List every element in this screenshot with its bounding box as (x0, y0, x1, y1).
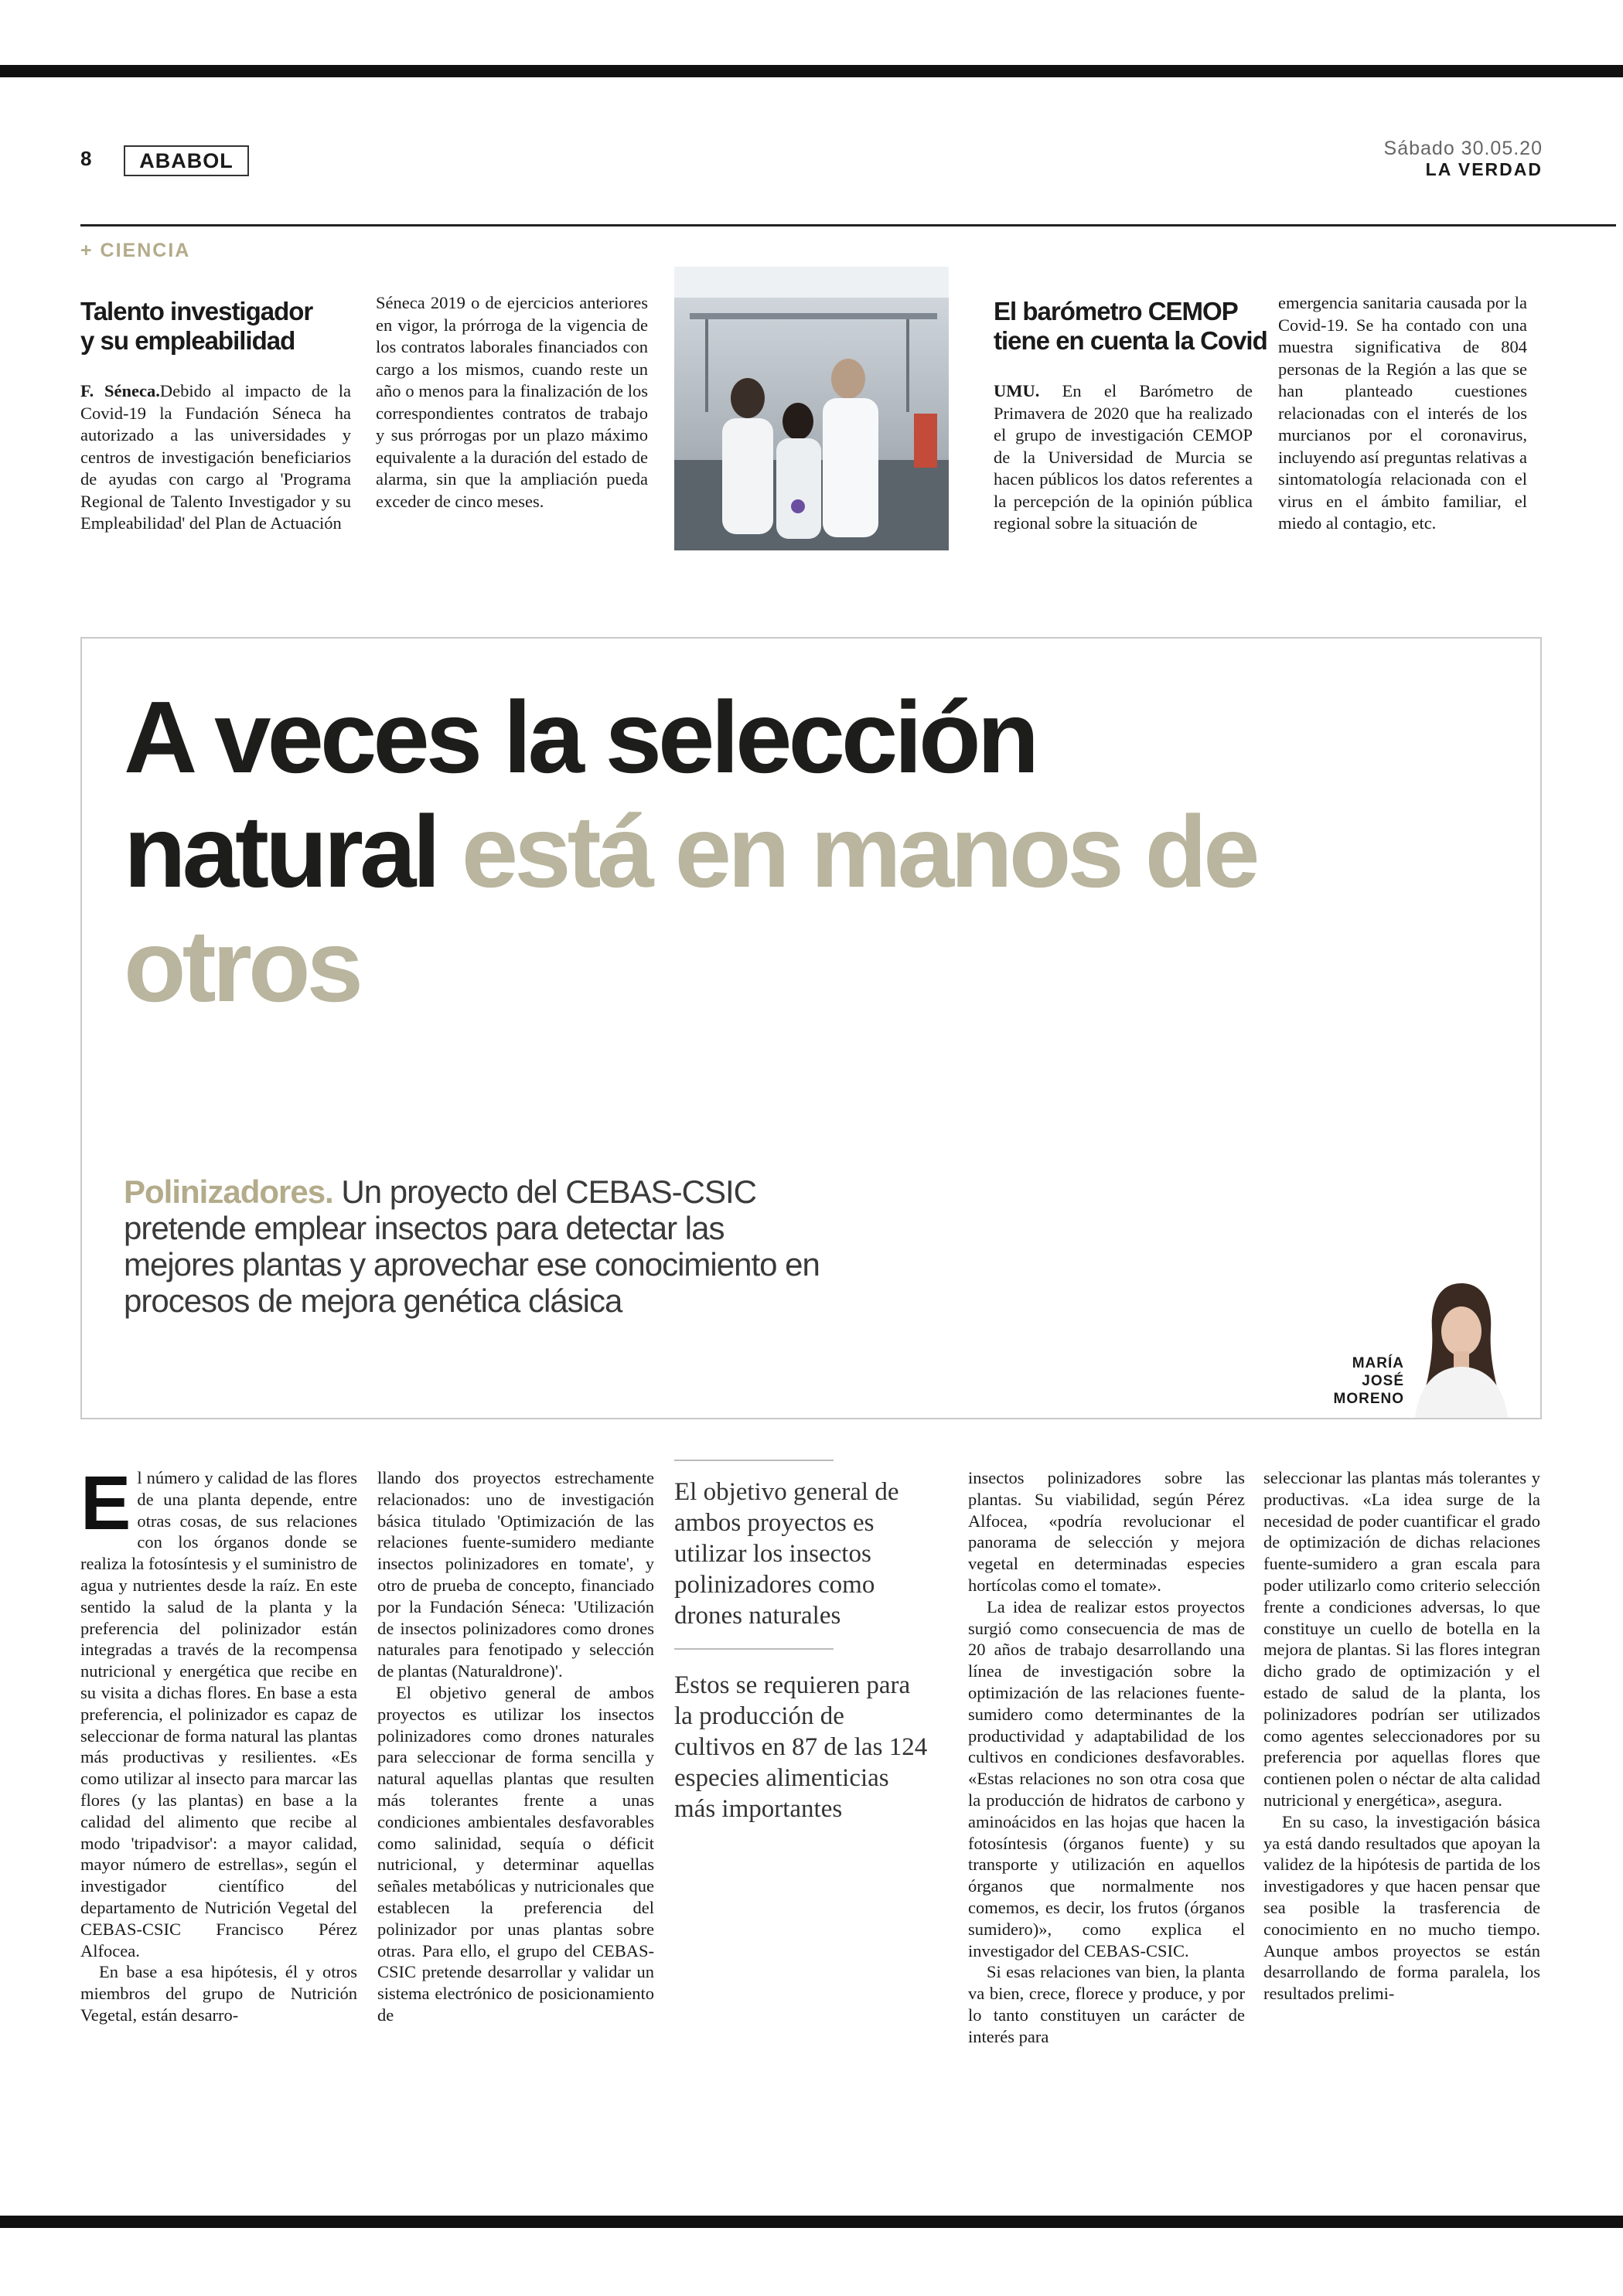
pull-quote-rule (674, 1460, 834, 1461)
paragraph: Si esas relaciones van bien, la planta va bien, crece, florece y produce, y por lo tanto constituyen un carácter de interés para (968, 1962, 1245, 2046)
author-name-2: JOSÉ (1362, 1373, 1404, 1389)
brief-lead: F. Séneca. (80, 381, 160, 400)
top-border (0, 65, 1623, 77)
paragraph: El objetivo general de ambos proyectos es utilizar los insectos polinizadores como drones naturales para seleccionar de forma sencilla y natural aquellas plantas que resulten más tolerantes frente a unas condiciones ambientales desfavorables como salinidad, sequía o déficit nutricional, y determinar aquellas señales metabólicas y nutricionales que establecen la preferencia del polinizador por unas plantas sobre otras. Para ello, el grupo del CEBAS-CSIC pretende desarrollar y validar un sistema electrónico de posicionamiento de (377, 1682, 654, 2025)
paragraph: insectos polinizadores sobre las plantas. Su viabilidad, según Pérez Alfocea, «podría revolucionar el panorama de selección y mejora vegetal en determinadas especies hortícolas como el tomate». (968, 1468, 1245, 1595)
pull-quote: Estos se requieren para la producción de cultivos en 87 de las 124 especies alimenticias más importantes (674, 1671, 928, 1823)
brief-text-continued: Séneca 2019 o de ejercicios anteriores en vigor, la prórroga de la vigencia de los contratos laborales financiados con cargo a los mismos, cuando reste un año o menos para la finalización de los correspondientes contratos de trabajo y sus prórrogas por un plazo máximo equivalente a la duración del estado de alarma, sin que la ampliación pueda exceder de cinco meses. (376, 293, 648, 511)
brief-title: El barómetro CEMOP tiene en cuenta la Covid (994, 297, 1267, 355)
header-rule (80, 224, 1616, 227)
page-number: 8 (80, 147, 92, 170)
brief-lead: UMU. (994, 381, 1040, 400)
section-label: + CIENCIA (80, 240, 191, 261)
paragraph: llando dos proyectos estrechamente relacionados: uno de investigación básica titulado 'Optimización de las relaciones fuente-sumidero mediante insectos polinizadores en tomate', y otro de prueba de concepto, financiado por la Fundación Séneca: 'Utilización de insectos polinizadores como drones naturales para fenotipado y selección de plantas (Naturaldrone)'. (377, 1468, 654, 1681)
author-photo (1400, 1268, 1523, 1418)
headline-dark: A veces la selección natural (124, 680, 1036, 908)
article-column-1 (80, 1460, 357, 2026)
subhead (124, 1174, 835, 1319)
bottom-border (0, 2216, 1623, 2228)
lab-photo (674, 267, 949, 550)
subhead-text: Un proyecto del CEBAS-CSIC pretende emplear insectos para detectar las mejores plantas y aprovechar ese conocimiento en procesos de mejora genética clásica (124, 1174, 820, 1319)
drop-cap: E (80, 1460, 131, 1545)
brief-body: Debido al impacto de la Covid-19 la Fundación Séneca ha autorizado a las universidades y centros de investigación beneficiarios de ayudas con cargo al 'Programa Regional de Talento Investigador y su Empleabilidad' del Plan de Actuación (80, 381, 351, 533)
author-name-1: MARÍA (1352, 1355, 1404, 1371)
author-name-3: MORENO (1333, 1391, 1404, 1407)
brief-text (994, 380, 1253, 535)
article-column-5 (1263, 1467, 1540, 2005)
article-column-4 (968, 1467, 1245, 2048)
newspaper-name: LA VERDAD (1425, 159, 1543, 179)
section-tag: ABABOL (124, 145, 249, 176)
headline (124, 680, 1284, 1024)
issue-date: Sábado 30.05.20 (1383, 138, 1543, 159)
pull-quote: El objetivo general de ambos proyectos es utilizar los insectos polinizadores como drones naturales (674, 1478, 899, 1630)
brief-text (80, 380, 351, 535)
brief-text-continued: emergencia sanitaria causada por la Covid-19. Se ha contado con una muestra significativa de 804 personas de la Región a las que se han planteado cuestiones relacionadas con el interés de los murcianos por el coronavirus, incluyendo así preguntas relativas a sintomatología relacionada con el virus en el ámbito familiar, el miedo al contagio, etc. (1278, 293, 1527, 533)
paragraph: En su caso, la investigación básica ya está dando resultados que apoyan la validez de la hipótesis de partida de los investigadores y que hacen pensar que sea posible la trasferencia de conocimiento en no mucho tiempo. Aunque ambos proyectos se están desarrollando de forma paralela, los resultados prelimi- (1263, 1811, 1540, 2004)
pull-quote-rule (674, 1648, 834, 1650)
paragraph: l número y calidad de las flores de una planta depende, entre otras cosas, de sus relaciones con los órganos donde se realiza la fotosíntesis y el suministro de agua y nutrientes desde la raíz. En este sentido la salud de la planta y la preferencia del polinizador están integradas a través de la recompensa nutricional y energética que recibe en su visita a dichas flores. En base a esta preferencia, el polinizador es capaz de seleccionar de forma natural las plantas más productivas y resilientes. «Es como utilizar al insecto para marcar las flores (y las plantas) en base a la calidad del alimento que recibe al modo 'tripadvisor': a mayor calidad, mayor número de estrellas», según el investigador científico del departamento de Nutrición Vegetal del CEBAS-CSIC Francisco Pérez Alfocea. (80, 1468, 357, 1960)
brief-body: En el Barómetro de Primavera de 2020 que ha realizado el grupo de investigación CEMOP de la Universidad de Murcia se hacen públicos los datos referentes a la percepción de la opinión pública regional sobre la situación de (994, 381, 1253, 533)
kicker: Polinizadores. (124, 1174, 333, 1210)
author-byline (1284, 1354, 1404, 1408)
headline-accent: está en manos de otros (124, 795, 1256, 1023)
paragraph: En base a esa hipótesis, él y otros miembros del grupo de Nutrición Vegetal, están desarro- (80, 1962, 357, 2025)
article-column-2 (377, 1467, 654, 2026)
paragraph: seleccionar las plantas más tolerantes y productivas. «La idea surge de la necesidad de poder cuantificar el grado de optimización de dichas relaciones fuente-sumidero a gran escala para poder utilizarlo como criterio selección frente a condiciones adversas, lo que constituye un cuello de botella en la mejora de plantas. Si las flores integran dicho grado de optimización y el estado de salud de la planta, los polinizadores podrían ser utilizados como agentes seleccionadores por su preferencia por aquellas flores que contienen polen o néctar de alta calidad nutricional y energética», asegura. (1263, 1468, 1540, 1810)
paragraph: La idea de realizar estos proyectos surgió como consecuencia de mas de 20 años de trabajo desarrollando una línea de investigación sobre la optimización de las relaciones fuente-sumidero como determinantes de la productividad y adaptabilidad de los cultivos en condiciones desfavorables. «Estas relaciones no son otra cosa que la producción de hidratos de carbono y aminoácidos en las hojas que hacen la fotosíntesis (órganos fuente) y su transporte y utilización en aquellos órganos que normalmente nos comemos, es decir, los frutos (órganos sumidero)», como explica el investigador del CEBAS-CSIC. (968, 1596, 1245, 1960)
brief-title: Talento investigador y su empleabilidad (80, 297, 313, 355)
